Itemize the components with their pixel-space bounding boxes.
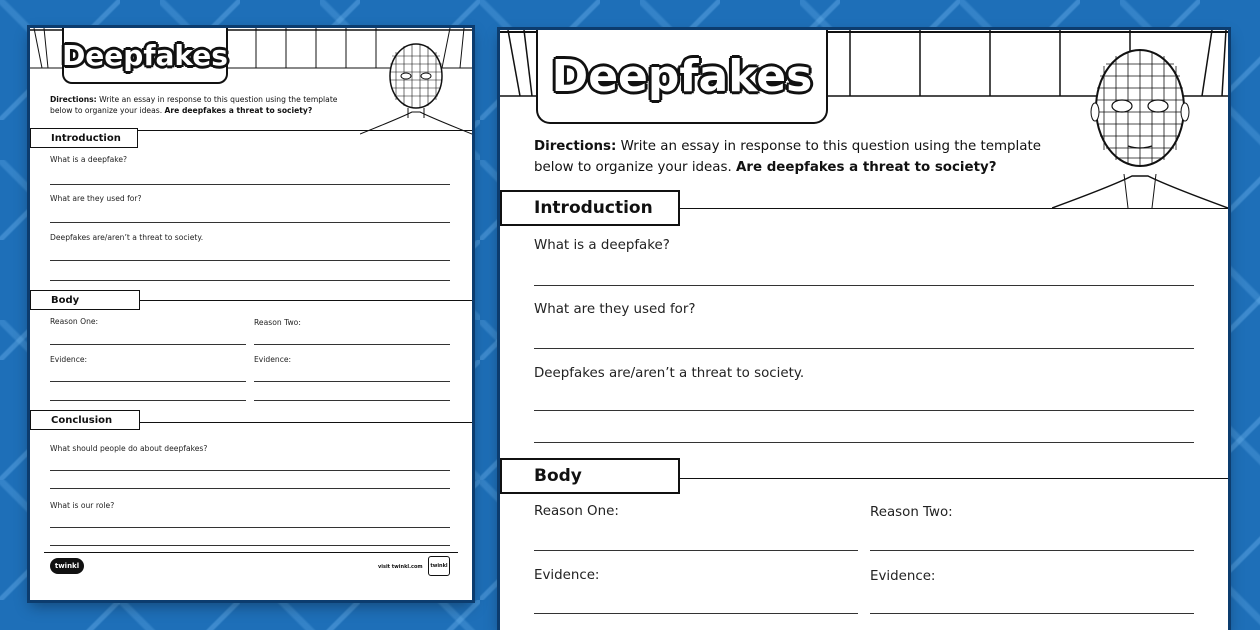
answer-line[interactable] xyxy=(534,442,1194,443)
answer-line[interactable] xyxy=(534,613,858,614)
reason-one-label: Reason One: xyxy=(50,317,99,326)
answer-line[interactable] xyxy=(534,550,858,551)
prompt-used-for: What are they used for? xyxy=(50,194,142,203)
answer-line[interactable] xyxy=(50,222,450,223)
footer-badge: twinkl xyxy=(428,556,450,576)
answer-line[interactable] xyxy=(254,381,450,382)
answer-line[interactable] xyxy=(254,344,450,345)
answer-line[interactable] xyxy=(50,184,450,185)
answer-line[interactable] xyxy=(534,285,1194,286)
deepfake-face-illustration xyxy=(360,42,472,138)
answer-line[interactable] xyxy=(870,613,1194,614)
answer-line[interactable] xyxy=(534,410,1194,411)
answer-line[interactable] xyxy=(534,348,1194,349)
worksheet-preview-full xyxy=(30,28,472,600)
conclusion-heading: Conclusion xyxy=(30,410,140,430)
page-title: Deepfakes xyxy=(62,28,228,84)
answer-line[interactable] xyxy=(50,381,246,382)
deepfake-face-illustration xyxy=(1052,46,1228,210)
prompt-what-should-people-do: What should people do about deepfakes? xyxy=(50,444,208,453)
footer-url: visit twinkl.com xyxy=(378,564,423,570)
answer-line[interactable] xyxy=(50,344,246,345)
directions-text: Directions: Write an essay in response to this question using the template below to organize your ideas. Are deepfakes a threat to society? xyxy=(50,95,338,115)
footer-rule xyxy=(44,552,458,553)
page-title: Deepfakes xyxy=(536,30,828,124)
body-heading: Body xyxy=(500,458,680,494)
prompt-what-is-deepfake: What is a deepfake? xyxy=(534,238,670,253)
prompt-our-role: What is our role? xyxy=(50,501,115,510)
answer-line[interactable] xyxy=(50,260,450,261)
worksheet-zoomed xyxy=(500,30,1228,630)
answer-line[interactable] xyxy=(50,527,450,528)
directions-text: Directions: Write an essay in response to this question using the template below to organize your ideas. Are deepfakes a threat to society? xyxy=(534,139,1041,175)
answer-line[interactable] xyxy=(50,545,450,546)
reason-one-label: Reason One: xyxy=(534,504,619,519)
prompt-threat: Deepfakes are/aren’t a threat to society. xyxy=(50,233,204,242)
prompt-what-is-deepfake: What is a deepfake? xyxy=(50,155,128,164)
answer-line[interactable] xyxy=(50,400,246,401)
twinkl-logo: twinkl xyxy=(50,558,84,574)
prompt-threat: Deepfakes are/aren’t a threat to society. xyxy=(534,366,805,381)
introduction-heading: Introduction xyxy=(30,128,138,148)
evidence-two-label: Evidence: xyxy=(870,569,936,584)
evidence-two-label: Evidence: xyxy=(254,355,292,364)
reason-two-label: Reason Two: xyxy=(870,505,953,520)
reason-two-label: Reason Two: xyxy=(254,318,301,327)
evidence-one-label: Evidence: xyxy=(534,568,600,583)
answer-line[interactable] xyxy=(50,470,450,471)
evidence-one-label: Evidence: xyxy=(50,355,88,364)
answer-line[interactable] xyxy=(870,550,1194,551)
answer-line[interactable] xyxy=(50,488,450,489)
body-heading: Body xyxy=(30,290,140,310)
prompt-used-for: What are they used for? xyxy=(534,302,696,317)
answer-line[interactable] xyxy=(254,400,450,401)
answer-line[interactable] xyxy=(50,280,450,281)
introduction-heading: Introduction xyxy=(500,190,680,226)
